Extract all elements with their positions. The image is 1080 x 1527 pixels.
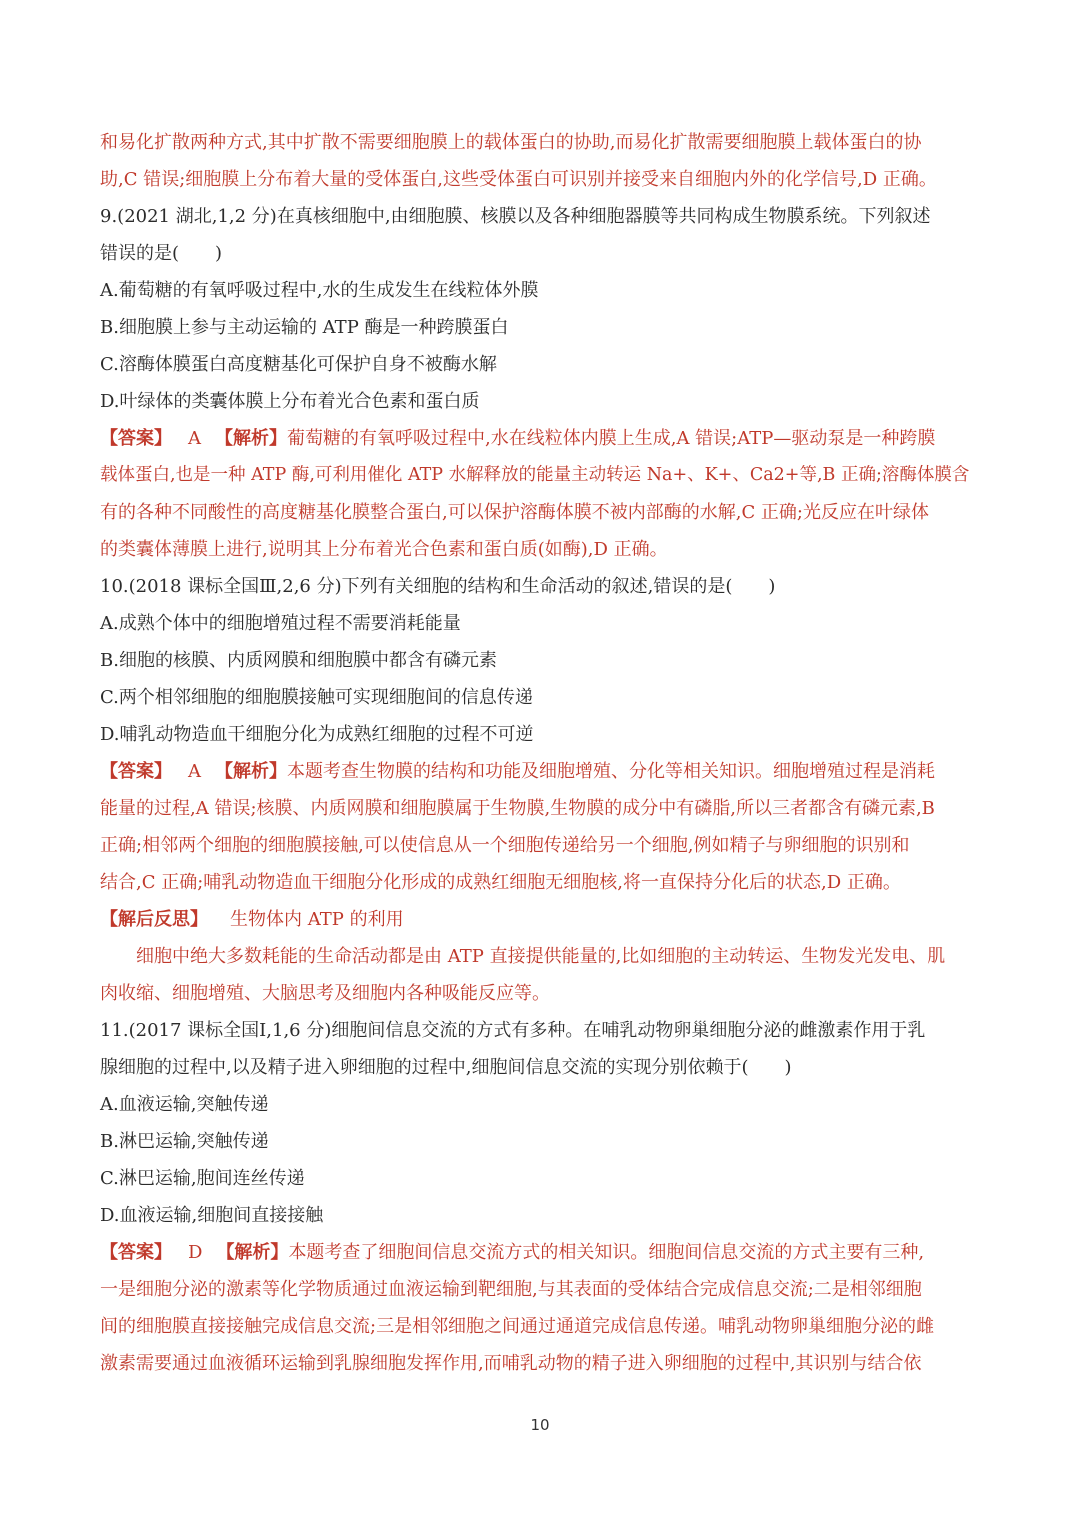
reflection-heading — [100, 901, 982, 938]
question-10-analysis: 正确;相邻两个细胞的细胞膜接触,可以使信息从一个细胞传递给另一个细胞,例如精子与卵细胞的识别和 — [100, 835, 910, 856]
question-11-analysis: 激素需要通过血液循环运输到乳腺细胞发挥作用,而哺乳动物的精子进入卵细胞的过程中,其识别与结合依 — [100, 1353, 922, 1374]
answer-value: A — [188, 761, 201, 782]
reflection-text: 肉收缩、细胞增殖、大脑思考及细胞内各种吸能反应等。 — [100, 983, 550, 1004]
question-10-option-b: B.细胞的核膜、内质网膜和细胞膜中都含有磷元素 — [100, 650, 497, 671]
answer-value: D — [188, 1242, 203, 1263]
question-9-option-b: B.细胞膜上参与主动运输的 ATP 酶是一种跨膜蛋白 — [100, 317, 509, 338]
question-9-answer — [100, 420, 982, 457]
prev-analysis-line: 助,C 错误;细胞膜上分布着大量的受体蛋白,这些受体蛋白可识别并接受来自细胞内外的化学信号,D 正确。 — [100, 169, 937, 190]
question-10-option-c: C.两个相邻细胞的细胞膜接触可实现细胞间的信息传递 — [100, 687, 533, 708]
question-11-stem: 11.(2017 课标全国Ⅰ,1,6 分)细胞间信息交流的方式有多种。在哺乳动物卵巢细胞分泌的雌激素作用于乳 — [100, 1020, 926, 1041]
answer-label: 【答案】 — [100, 428, 172, 449]
question-10-stem: 10.(2018 课标全国Ⅲ,2,6 分)下列有关细胞的结构和生命活动的叙述,错误的是( ) — [100, 576, 776, 597]
question-10-analysis: 结合,C 正确;哺乳动物造血干细胞分化形成的成熟红细胞无细胞核,将一直保持分化后的状态,D 正确。 — [100, 872, 901, 893]
analysis-label: 【解析】 — [215, 428, 287, 449]
analysis-text: 本题考查生物膜的结构和功能及细胞增殖、分化等相关知识。细胞增殖过程是消耗 — [287, 761, 935, 782]
question-9-option-c: C.溶酶体膜蛋白高度糖基化可保护自身不被酶水解 — [100, 354, 497, 375]
question-9-option-a: A.葡萄糖的有氧呼吸过程中,水的生成发生在线粒体外膜 — [100, 280, 539, 301]
reflection-text: 细胞中绝大多数耗能的生命活动都是由 ATP 直接提供能量的,比如细胞的主动转运、生物发光发电、肌 — [136, 946, 946, 967]
question-9-stem: 错误的是( ) — [100, 243, 223, 264]
answer-label: 【答案】 — [100, 1242, 172, 1263]
question-9-stem: 9.(2021 湖北,1,2 分)在真核细胞中,由细胞膜、核膜以及各种细胞器膜等共同构成生物膜系统。下列叙述 — [100, 206, 931, 227]
analysis-label: 【解析】 — [216, 1242, 289, 1263]
answer-value: A — [188, 428, 201, 449]
question-11-answer — [100, 1234, 982, 1271]
page-content — [100, 124, 982, 1382]
question-11-option-c: C.淋巴运输,胞间连丝传递 — [100, 1168, 305, 1189]
question-9-analysis: 有的各种不同酸性的高度糖基化膜整合蛋白,可以保护溶酶体膜不被内部酶的水解,C 正确;光反应在叶绿体 — [100, 502, 929, 523]
page-number: 10 — [530, 1416, 550, 1434]
analysis-text: 本题考查了细胞间信息交流方式的相关知识。细胞间信息交流的方式主要有三种, — [288, 1242, 925, 1263]
question-10-option-d: D.哺乳动物造血干细胞分化为成熟红细胞的过程不可逆 — [100, 724, 534, 745]
question-9-option-d: D.叶绿体的类囊体膜上分布着光合色素和蛋白质 — [100, 391, 480, 412]
prev-analysis-line: 和易化扩散两种方式,其中扩散不需要细胞膜上的载体蛋白的协助,而易化扩散需要细胞膜上载体蛋白的协 — [100, 132, 922, 153]
question-10-answer — [100, 753, 982, 790]
reflection-title: 生物体内 ATP 的利用 — [230, 909, 404, 930]
question-11-option-a: A.血液运输,突触传递 — [100, 1094, 269, 1115]
question-11-stem: 腺细胞的过程中,以及精子进入卵细胞的过程中,细胞间信息交流的实现分别依赖于( ) — [100, 1057, 792, 1078]
question-11-option-b: B.淋巴运输,突触传递 — [100, 1131, 269, 1152]
question-11-analysis: 一是细胞分泌的激素等化学物质通过血液运输到靶细胞,与其表面的受体结合完成信息交流;二是相邻细胞 — [100, 1279, 922, 1300]
question-11-option-d: D.血液运输,细胞间直接接触 — [100, 1205, 324, 1226]
question-9-analysis: 载体蛋白,也是一种 ATP 酶,可利用催化 ATP 水解释放的能量主动转运 Na+、K+、Ca2+等,B 正确;溶酶体膜含 — [100, 465, 970, 485]
analysis-label: 【解析】 — [215, 761, 287, 782]
question-11-analysis: 间的细胞膜直接接触完成信息交流;三是相邻细胞之间通过通道完成信息传递。哺乳动物卵巢细胞分泌的雌 — [100, 1316, 935, 1337]
answer-label: 【答案】 — [100, 761, 172, 782]
question-10-option-a: A.成熟个体中的细胞增殖过程不需要消耗能量 — [100, 613, 461, 634]
question-10-analysis: 能量的过程,A 错误;核膜、内质网膜和细胞膜属于生物膜,生物膜的成分中有磷脂,所以三者都含有磷元素,B — [100, 798, 935, 819]
reflection-label: 【解后反思】 — [100, 909, 208, 930]
analysis-text: 葡萄糖的有氧呼吸过程中,水在线粒体内膜上生成,A 错误;ATP—驱动泵是一种跨膜 — [287, 428, 936, 449]
question-9-analysis: 的类囊体薄膜上进行,说明其上分布着光合色素和蛋白质(如酶),D 正确。 — [100, 539, 668, 560]
